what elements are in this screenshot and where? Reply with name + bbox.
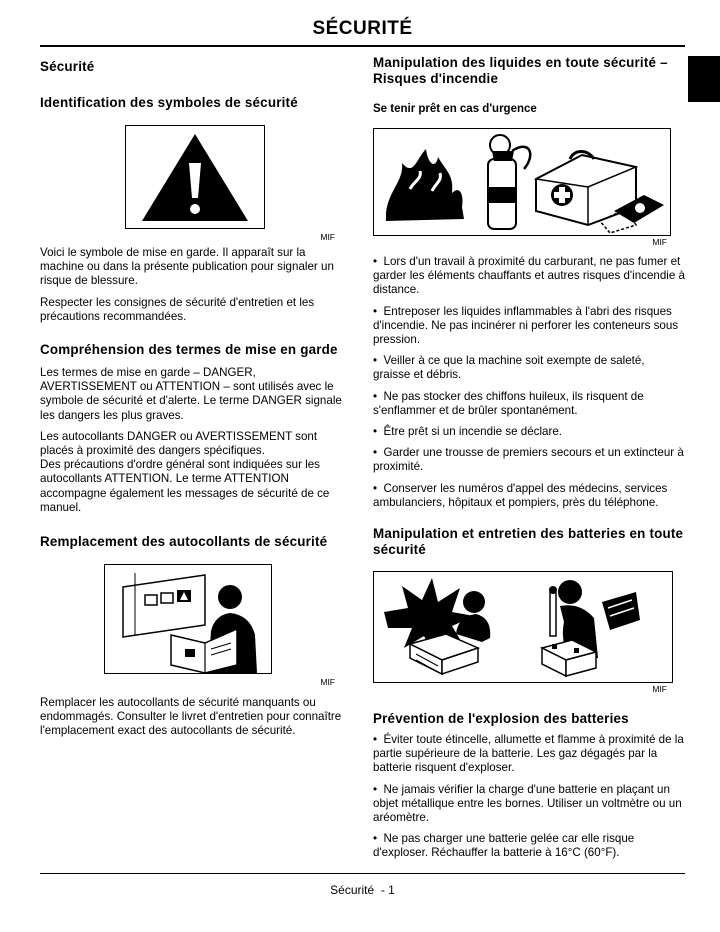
fire-safety-figure: [373, 128, 671, 236]
figure-label: MIF: [652, 684, 667, 695]
bullet-item: • Veiller à ce que la machine soit exempte de saleté, graisse et débris.: [373, 354, 685, 382]
footer-rule: [40, 873, 685, 874]
section-title-battery-explosion: Prévention de l'explosion des batteries: [373, 711, 629, 727]
section-title-signal-words: Compréhension des termes de mise en garde: [40, 342, 338, 358]
section-title-symbols: Identification des symboles de sécurité: [40, 95, 298, 110]
right-column: [373, 52, 685, 861]
bullet-item: • Être prêt si un incendie se déclare.: [373, 425, 685, 439]
section-title-batteries: Manipulation et entretien des batteries en toute sécurité: [373, 526, 684, 558]
decal-replacement-figure: [104, 564, 272, 674]
paragraph: Les autocollants DANGER ou AVERTISSEMENT sont placés à proximité des dangers spécifiques.: [40, 429, 318, 458]
fire-extinguisher-first-aid-icon: [374, 129, 670, 235]
page-title: SÉCURITÉ: [312, 18, 413, 39]
bullet-item: • Lors d'un travail à proximité du carburant, ne pas fumer et garder les éléments chauffants et autres risques d'incendie à distance.: [373, 255, 685, 298]
section-title-decals: Remplacement des autocollants de sécurité: [40, 534, 328, 550]
section-title-securite: Sécurité: [40, 59, 95, 74]
paragraph: Respecter les consignes de sécurité d'entretien et les précautions recommandées.: [40, 295, 315, 323]
subheading-emergency: Se tenir prêt en cas d'urgence: [373, 103, 537, 115]
bullet-item: • Garder une trousse de premiers secours et un extincteur à proximité.: [373, 446, 685, 474]
paragraph: Des précautions d'ordre général sont indiquées sur les autocollants ATTENTION. Le terme ATTENTION accompagne également les messages de sécurité de ce manuel.: [40, 458, 330, 514]
battery-safety-figure: [373, 571, 673, 683]
figure-label: MIF: [652, 237, 667, 247]
bullet-item: • Ne pas charger une batterie gelée car elle risque d'exploser. Réchauffer la batterie à 16°C (60°F).: [373, 832, 685, 860]
paragraph: Les termes de mise en garde – DANGER, AVERTISSEMENT ou ATTENTION – sont utilisés avec le symbole de sécurité et d'alerte. Le terme DANGER signale les dangers les plus graves.: [40, 366, 342, 422]
header-rule: [40, 45, 685, 47]
battery-explosion-icon: [374, 572, 672, 682]
page-footer: Sécurité - 1: [330, 883, 395, 897]
figure-label: MIF: [320, 232, 335, 242]
paragraph: Voici le symbole de mise en garde. Il apparaît sur la machine ou dans la présente publication pour signaler un risque de blessure.: [40, 246, 334, 288]
bullet-item: • Ne pas stocker des chiffons huileux, ils risquent de s'enflammer et de brûler spontanément.: [373, 390, 685, 418]
person-reading-manual-icon: [105, 565, 271, 673]
section-title-fluids: Manipulation des liquides en toute sécurité – Risques d'incendie: [373, 55, 668, 86]
left-column: [40, 52, 343, 739]
figure-label: MIF: [320, 677, 335, 688]
safety-symbol-figure: [125, 125, 265, 229]
bullet-item: • Entreposer les liquides inflammables à l'abri des risques d'incendie. Ne pas incinérer ni perforer les conteneurs sous pression.: [373, 305, 685, 348]
paragraph: Remplacer les autocollants de sécurité manquants ou endommagés. Consulter le livret d'entretien pour connaître l'emplacement exact des autocollants de sécurité.: [40, 696, 342, 738]
warning-triangle-icon: [126, 126, 264, 228]
bullet-item: • Éviter toute étincelle, allumette et flamme à proximité de la partie supérieure de la batterie. Les gaz dégagés par la batterie risquent d'exploser.: [373, 733, 685, 776]
section-tab: [688, 56, 720, 102]
bullet-item: • Conserver les numéros d'appel des médecins, services ambulanciers, hôpitaux et pompiers, près du téléphone.: [373, 482, 685, 510]
bullet-item: • Ne jamais vérifier la charge d'une batterie en plaçant un objet métallique entre les bornes. Utiliser un voltmètre ou un aréomètre.: [373, 783, 685, 826]
